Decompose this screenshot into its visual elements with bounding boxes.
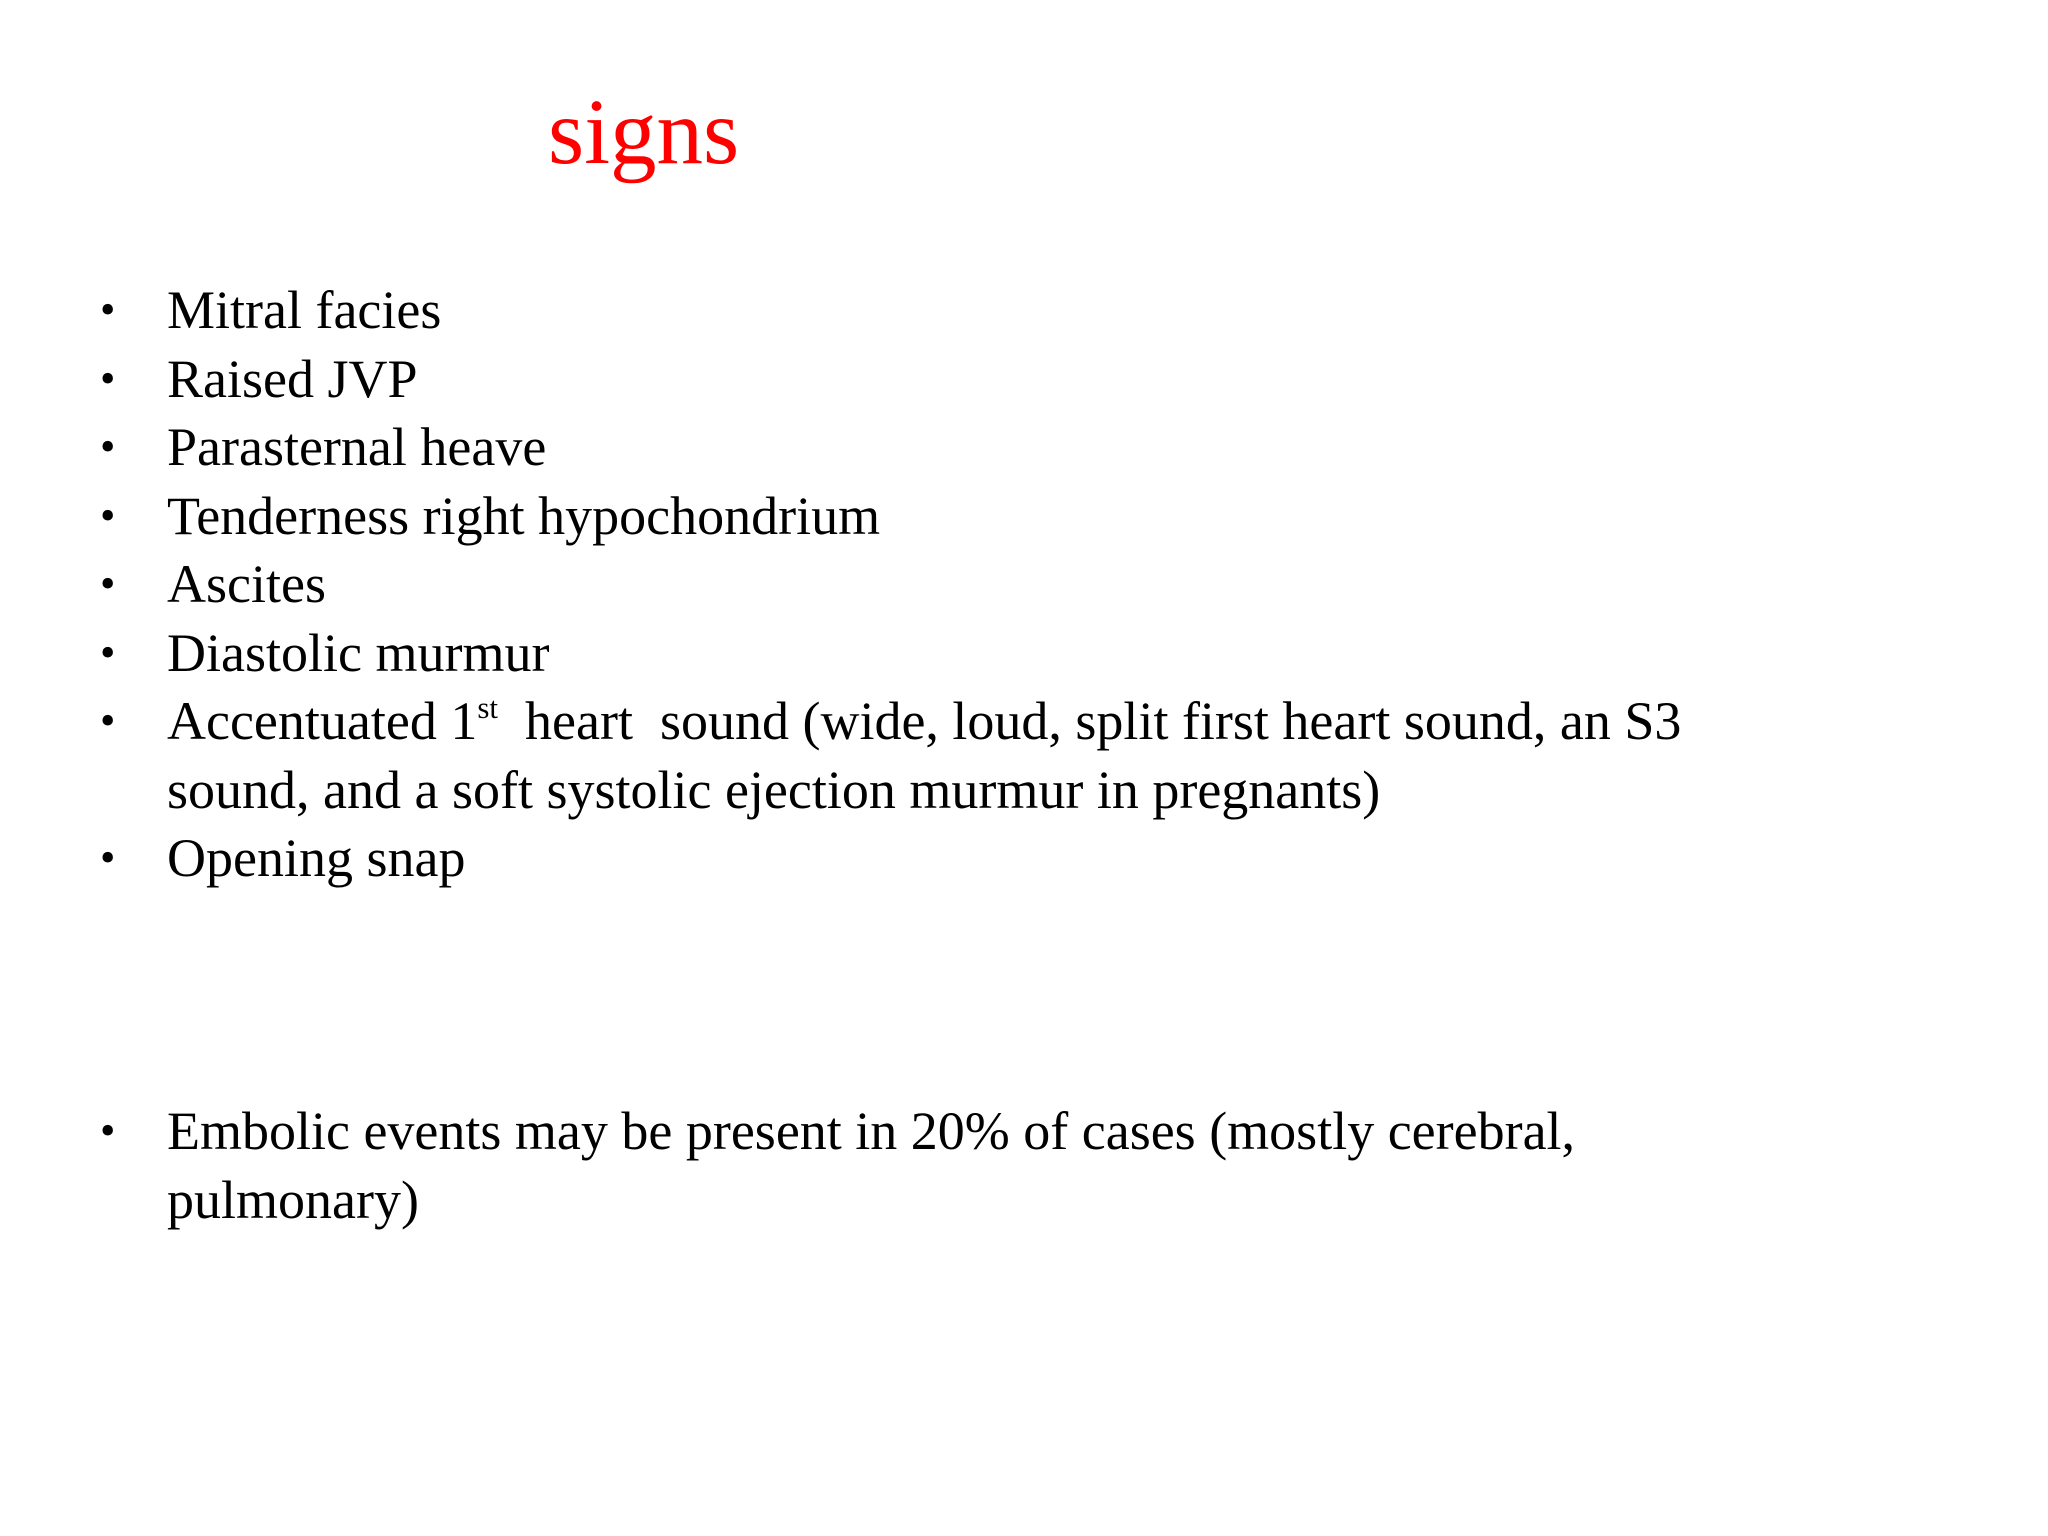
bullet-icon: • xyxy=(100,490,116,540)
bullet-item-mitral-facies xyxy=(100,276,1887,345)
bullet-item-ascites xyxy=(100,550,1887,619)
bullet-text-after: heart sound (wide, loud, split first heart sound, an S3 xyxy=(498,691,1682,751)
bullet-icon: • xyxy=(100,559,116,608)
bullet-item-parasternal-heave xyxy=(100,413,1887,482)
bullet-item-raised-jvp xyxy=(100,345,1887,414)
bullet-icon: • xyxy=(100,1106,116,1155)
bullet-text: Ascites xyxy=(167,554,326,614)
ordinal-superscript: st xyxy=(477,690,499,725)
bullet-text: Mitral facies xyxy=(167,280,442,340)
bullet-item-tenderness xyxy=(100,482,1887,551)
bullet-text: Diastolic murmur xyxy=(167,622,550,683)
bullet-icon: • xyxy=(100,627,116,677)
bullet-icon: • xyxy=(100,285,116,334)
bullet-item-accentuated-heart-sound xyxy=(100,687,1887,824)
bullet-icon: • xyxy=(100,422,116,471)
bullet-text-line-1 xyxy=(167,687,1887,756)
bullet-text: Parasternal heave xyxy=(167,417,547,477)
bullet-text: Opening snap xyxy=(167,828,466,888)
bullet-text-line-1: Embolic events may be present in 20% of cases (mostly cerebral, xyxy=(167,1101,1576,1161)
bullet-item-diastolic-murmur xyxy=(100,619,1887,688)
bullet-text-line-2: sound, and a soft systolic ejection murmur in pregnants) xyxy=(167,759,1381,820)
bullet-icon: • xyxy=(100,696,116,745)
bullet-icon: • xyxy=(100,833,116,882)
bullet-text-line-2: pulmonary) xyxy=(167,1169,419,1230)
bullet-text: Tenderness right hypochondrium xyxy=(167,485,881,546)
bullet-text: Raised JVP xyxy=(167,348,418,409)
bullet-item-opening-snap xyxy=(100,824,1887,893)
bullet-item-embolic-events xyxy=(100,1097,1887,1234)
bullet-text-before: Accentuated 1 xyxy=(167,691,478,751)
slide-title: signs xyxy=(548,81,740,184)
bullet-icon: • xyxy=(100,353,116,403)
